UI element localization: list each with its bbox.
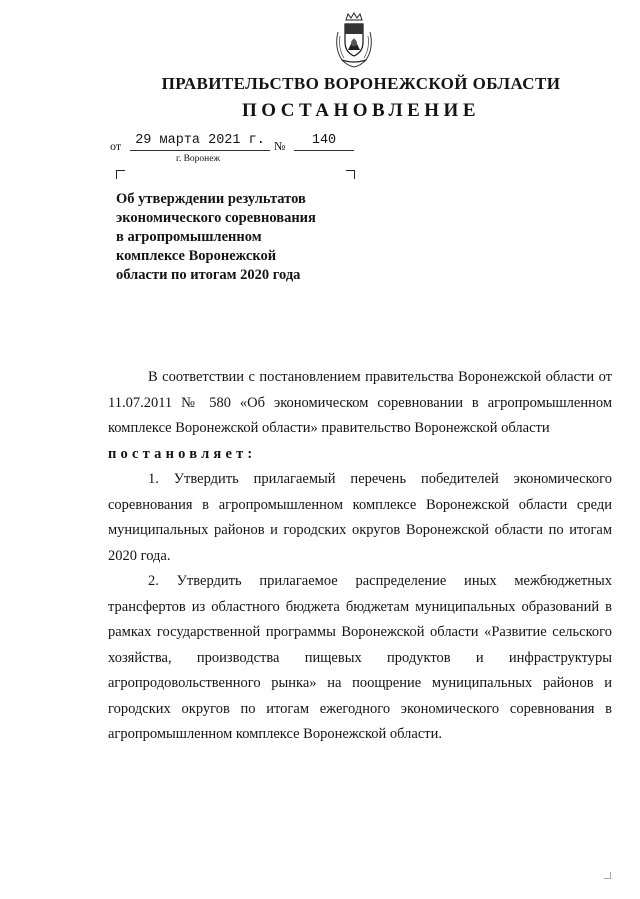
scan-corner-mark	[604, 872, 611, 879]
item-paragraph-2: 2. Утвердить прилагаемое распределение иных межбюджетных трансфертов из областного бюджета бюджетам муниципальных образований в рамках государственной программы Воронежской области «Развитие сельского хозяйства, производства пищевых продуктов и инфраструктуры агропродовольственного рынка» на поощрение муниципальных районов и городских округов по итогам ежегодного экономического соревнования в агропромышленном комплексе Воронежской области.	[108, 573, 612, 742]
subject-line: комплексе Воронежской	[116, 248, 277, 264]
subject-line: в агропромышленном	[116, 229, 262, 245]
document-date: 29 марта 2021 г.	[130, 132, 270, 151]
subject-line: Об утверждении результатов	[116, 191, 306, 207]
subject-corner-left	[116, 170, 125, 179]
city-label: г. Воронеж	[176, 154, 221, 164]
decree-word: постановляет:	[108, 445, 257, 462]
coat-of-arms-icon	[332, 12, 376, 68]
document-type-title: ПОСТАНОВЛЕНИЕ	[241, 100, 481, 121]
number-label: №	[274, 139, 286, 153]
subject-line: области по итогам 2020 года	[116, 267, 301, 283]
preamble-paragraph: В соответствии с постановлением правительства Воронежской области от 11.07.2011 № 580 «Об экономическом соревновании в агропромышленном комплексе Воронежской области» правительство Воронежской области	[108, 369, 612, 436]
document-body	[108, 365, 612, 748]
document-subject	[116, 190, 356, 285]
from-label: от	[110, 139, 122, 153]
document-number: 140	[294, 132, 354, 151]
organization-title: ПРАВИТЕЛЬСТВО ВОРОНЕЖСКОЙ ОБЛАСТИ	[161, 74, 561, 93]
subject-corner-right	[346, 170, 355, 179]
subject-line: экономического соревнования	[116, 210, 316, 226]
item-paragraph-1: 1. Утвердить прилагаемый перечень победителей экономического соревнования в агропромышленном комплексе Воронежской области среди муниципальных районов и городских округов Воронежской области по итогам 2020 года.	[108, 471, 612, 564]
